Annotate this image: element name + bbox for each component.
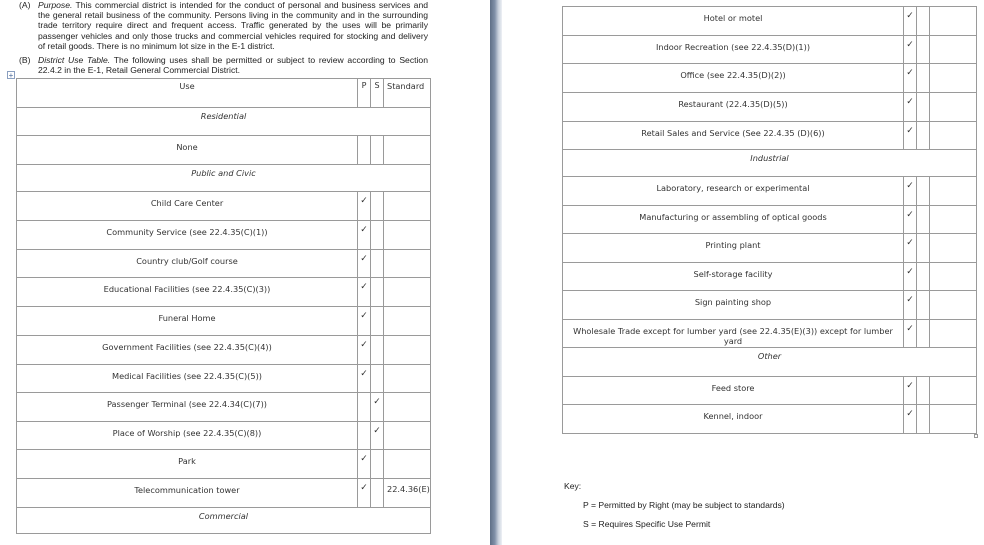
specific-use-cell [917,377,930,405]
standard-cell [930,405,977,434]
permitted-cell: ✓ [358,479,371,508]
use-cell: Passenger Terminal (see 22.4.34(C)(7)) [17,393,358,422]
specific-use-cell [371,450,384,479]
specific-use-cell [917,7,930,36]
table-row [17,365,431,393]
permitted-cell: ✓ [358,278,371,307]
table-row [563,377,977,405]
permitted-cell [358,136,371,165]
specific-use-cell [917,122,930,150]
table-row [17,336,431,365]
use-cell: Educational Facilities (see 22.4.35(C)(3)) [17,278,358,307]
permitted-cell: ✓ [904,64,917,93]
table-header-row [17,79,431,108]
permitted-cell: ✓ [904,320,917,348]
table-row [563,234,977,263]
standard-cell: 22.4.36(E) [384,479,431,508]
left-document-page [0,0,490,545]
standard-cell [384,365,431,393]
table-row [563,93,977,122]
key-specific-use-line: S = Requires Specific Use Permit [583,519,711,529]
standard-cell [930,93,977,122]
district-use-text: The following uses shall be permitted or subject to review according to Section 22.4.2 in the E-1, Retail General Commercial District. [38,55,428,76]
table-category-row [17,165,431,192]
purpose-label: (A) [19,0,31,10]
permitted-cell: ✓ [904,7,917,36]
purpose-text: This commercial district is intended for the conduct of personal and business services and the general retail business of the community. Persons living in the community and in the surrounding trade territory require direct and frequent access. Traffic generated by the uses will be primarily passenger vehicles and only those trucks and commercial vehicles required for stocking and delivery of retail goods. There is no minimum lot size in the E-1 district. [38,0,428,51]
specific-use-cell [917,64,930,93]
table-category-row [17,508,431,534]
use-cell: Medical Facilities (see 22.4.35(C)(5)) [17,365,358,393]
standard-cell [930,206,977,234]
right-document-page [502,0,984,545]
category-label: Industrial [563,150,977,177]
table-category-row [563,150,977,177]
standard-cell [384,250,431,278]
table-row [17,221,431,250]
specific-use-cell [917,177,930,206]
use-cell: Restaurant (22.4.35(D)(5)) [563,93,904,122]
use-cell: Country club/Golf course [17,250,358,278]
use-cell: Telecommunication tower [17,479,358,508]
table-resize-handle[interactable] [974,434,978,438]
specific-use-cell: ✓ [371,422,384,450]
table-row [17,278,431,307]
district-use-label: (B) [19,55,31,65]
table-row [17,307,431,336]
table-row [563,122,977,150]
use-cell: Hotel or motel [563,7,904,36]
key-permitted-line: P = Permitted by Right (may be subject to standards) [583,500,785,510]
standard-cell [384,192,431,221]
table-category-row [17,108,431,136]
standard-cell [384,136,431,165]
table-row [563,7,977,36]
header-use: Use [17,79,358,108]
permitted-cell: ✓ [904,36,917,64]
permitted-cell: ✓ [358,450,371,479]
standard-cell [930,36,977,64]
page-gutter [490,0,502,545]
standard-cell [930,177,977,206]
table-row [563,320,977,348]
specific-use-cell [917,405,930,434]
standard-cell [384,450,431,479]
category-label: Other [563,348,977,377]
permitted-cell: ✓ [358,192,371,221]
specific-use-cell [917,234,930,263]
specific-use-cell [917,206,930,234]
use-cell: Laboratory, research or experimental [563,177,904,206]
standard-cell [930,7,977,36]
standard-cell [384,278,431,307]
standard-cell [384,307,431,336]
specific-use-cell [917,291,930,320]
table-row [563,64,977,93]
use-cell: Kennel, indoor [563,405,904,434]
header-p: P [358,79,371,108]
table-row [17,136,431,165]
table-row [563,263,977,291]
permitted-cell: ✓ [904,405,917,434]
table-row [17,393,431,422]
permitted-cell: ✓ [904,122,917,150]
specific-use-cell [371,365,384,393]
use-cell: Indoor Recreation (see 22.4.35(D)(1)) [563,36,904,64]
permitted-cell: ✓ [358,365,371,393]
use-cell: Government Facilities (see 22.4.35(C)(4)) [17,336,358,365]
header-s: S [371,79,384,108]
permitted-cell: ✓ [904,291,917,320]
table-row [563,177,977,206]
standard-cell [930,122,977,150]
specific-use-cell [371,250,384,278]
district-use-table-left [16,78,431,534]
permitted-cell [358,393,371,422]
category-label: Commercial [17,508,431,534]
use-cell: Printing plant [563,234,904,263]
standard-cell [384,422,431,450]
purpose-title: Purpose. [38,0,73,10]
district-use-title: District Use Table. [38,55,111,65]
table-row [563,206,977,234]
permitted-cell: ✓ [358,221,371,250]
specific-use-cell: ✓ [371,393,384,422]
table-row [563,405,977,434]
specific-use-cell [371,307,384,336]
use-cell: Place of Worship (see 22.4.35(C)(8)) [17,422,358,450]
permitted-cell: ✓ [904,263,917,291]
standard-cell [930,234,977,263]
standard-cell [384,393,431,422]
key-title: Key: [564,481,582,491]
specific-use-cell [917,93,930,122]
use-cell: Feed store [563,377,904,405]
table-row [17,250,431,278]
category-label: Residential [17,108,431,136]
use-cell: Funeral Home [17,307,358,336]
table-row [563,291,977,320]
table-move-handle-icon[interactable]: + [8,71,14,80]
use-cell: Child Care Center [17,192,358,221]
use-cell: Office (see 22.4.35(D)(2)) [563,64,904,93]
use-cell: Self-storage facility [563,263,904,291]
use-cell: Sign painting shop [563,291,904,320]
table-category-row [563,348,977,377]
permitted-cell: ✓ [904,377,917,405]
specific-use-cell [371,136,384,165]
use-cell: Community Service (see 22.4.35(C)(1)) [17,221,358,250]
permitted-cell: ✓ [904,177,917,206]
specific-use-cell [371,192,384,221]
standard-cell [930,320,977,348]
permitted-cell: ✓ [904,234,917,263]
standard-cell [930,263,977,291]
category-label: Public and Civic [17,165,431,192]
table-row [17,479,431,508]
header-standard: Standard [384,79,431,108]
standard-cell [930,64,977,93]
standard-cell [384,336,431,365]
specific-use-cell [371,278,384,307]
table-row [563,36,977,64]
table-row [17,192,431,221]
specific-use-cell [371,221,384,250]
permitted-cell: ✓ [358,250,371,278]
standard-cell [384,221,431,250]
use-cell: Park [17,450,358,479]
specific-use-cell [917,320,930,348]
permitted-cell: ✓ [358,307,371,336]
table-row [17,450,431,479]
standard-cell [930,291,977,320]
use-cell: Manufacturing or assembling of optical goods [563,206,904,234]
specific-use-cell [917,263,930,291]
specific-use-cell [917,36,930,64]
permitted-cell [358,422,371,450]
permitted-cell: ✓ [904,93,917,122]
standard-cell [930,377,977,405]
specific-use-cell [371,336,384,365]
use-cell: None [17,136,358,165]
table-row [17,422,431,450]
permitted-cell: ✓ [358,336,371,365]
use-cell: Wholesale Trade except for lumber yard (see 22.4.35(E)(3)) except for lumber yard [563,320,904,348]
specific-use-cell [371,479,384,508]
use-cell: Retail Sales and Service (See 22.4.35 (D)(6)) [563,122,904,150]
permitted-cell: ✓ [904,206,917,234]
district-use-table-right [562,6,977,434]
